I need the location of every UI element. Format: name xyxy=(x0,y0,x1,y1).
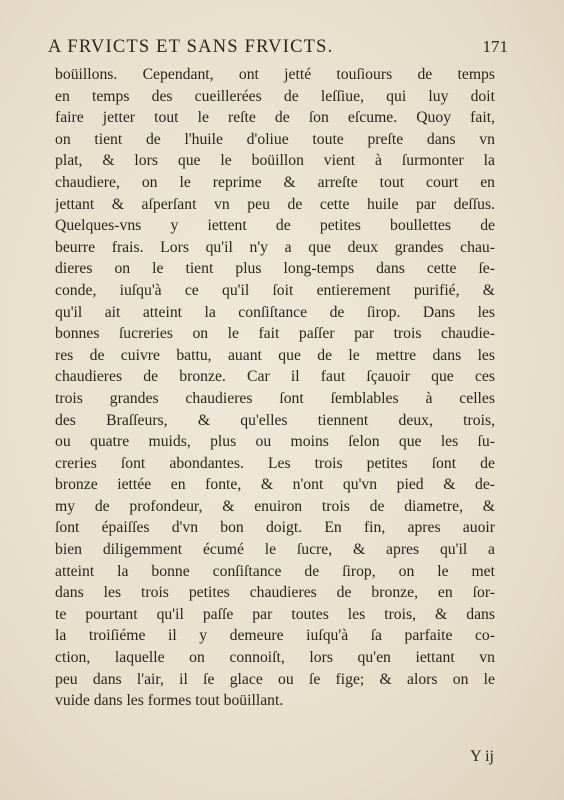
text-line: te pourtant qu'il paſſe par toutes les trois, & dans xyxy=(55,605,495,623)
text-line: ſont épaiſſes d'vn bon doigt. En fin, apres auoir xyxy=(55,519,495,537)
text-line: boüillons. Cependant, ont jetté touſiours de temps xyxy=(55,66,495,83)
running-head: A FRVICTS ET SANS FRVICTS. xyxy=(48,37,334,57)
text-line: ou quatre muids, plus ou moins ſelon que les ſu- xyxy=(55,433,495,451)
text-line: ction, laquelle on connoiſt, lors qu'en iettant vn xyxy=(55,649,495,667)
text-line: plat, & lors que le boüillon vient à ſurmonter la xyxy=(55,152,495,170)
text-line: atteint la bonne conſiſtance de ſirop, on le met xyxy=(55,562,495,580)
text-line: conde, iuſqu'à ce qu'il ſoit entierement purifié, & xyxy=(55,281,495,299)
text-line: bien diligemment écumé le ſucre, & apres qu'il a xyxy=(55,541,495,559)
text-line: on tient de l'huile d'oliue toute preſte dans vn xyxy=(55,130,495,148)
text-line: qu'il ait atteint la conſiſtance de ſirop. Dans les xyxy=(55,303,495,321)
text-line: dieres on le tient plus long-temps dans cette ſe- xyxy=(55,260,495,278)
text-line: res de cuivre battu, auant que de le mettre dans les xyxy=(55,346,495,364)
text-line: bronze iettée en fonte, & n'ont qu'vn pied & de- xyxy=(55,476,495,494)
text-line: des Braſſeurs, & qu'elles tiennent deux, trois, xyxy=(55,411,495,429)
text-line: my de profondeur, & enuiron trois de diametre, & xyxy=(55,497,495,515)
text-line: Quelques-vns y iettent de petites boullettes de xyxy=(55,217,495,235)
text-line: la troiſiéme il y demeure iuſqu'à ſa parfaite co- xyxy=(55,627,495,645)
text-line-last: vuide dans les formes tout boüillant. xyxy=(55,692,284,710)
text-line: dans les trois petites chaudieres de bronze, en ſor- xyxy=(55,584,495,602)
text-line: chaudiere, on le reprime & arreſte tout court en xyxy=(55,173,495,191)
text-line: jettant & aſperſant vn peu de cette huile par deſſus. xyxy=(55,195,495,213)
text-line: creries ſont abondantes. Les trois petites ſont de xyxy=(55,454,495,472)
text-line: peu dans l'air, il ſe glace ou ſe fige; & alors on le xyxy=(55,670,495,688)
body-text xyxy=(55,64,495,712)
text-line: en temps des cueillerées de leſſiue, qui luy doit xyxy=(55,87,495,105)
page-header xyxy=(48,37,508,63)
signature-mark: Y ij xyxy=(470,748,494,765)
text-line: trois grandes chaudieres ſont ſemblables à celles xyxy=(55,389,495,407)
text-line: faire jetter tout le reſte de ſon eſcume. Quoy fait, xyxy=(55,109,495,127)
text-line: chaudieres de bronze. Car il faut ſçauoir que ces xyxy=(55,368,495,386)
page-number: 171 xyxy=(482,37,508,56)
text-line: beurre frais. Lors qu'il n'y a que deux grandes chau- xyxy=(55,238,495,256)
text-line: bonnes ſucreries on le fait paſſer par trois chaudie- xyxy=(55,325,495,343)
